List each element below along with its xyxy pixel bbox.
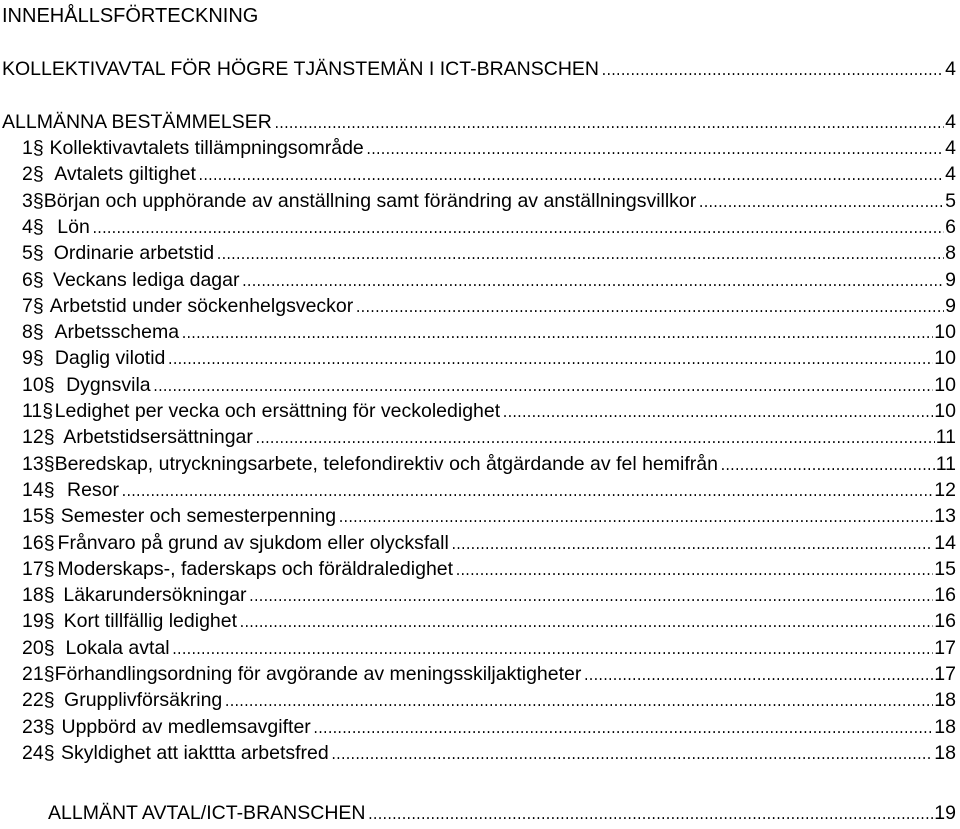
dot-leader (120, 479, 933, 506)
toc-entry[interactable] (22, 372, 956, 399)
toc-entry[interactable] (22, 635, 956, 662)
toc-page-number: 10 (934, 347, 956, 370)
dot-leader (697, 190, 944, 217)
toc-entry[interactable] (22, 477, 956, 504)
toc-page-number: 16 (934, 610, 956, 633)
toc-entry-number: 9 (22, 347, 33, 370)
toc-entry-title: Resor (67, 478, 120, 501)
toc-entry-title: Veckans lediga dagar (53, 268, 240, 291)
dot-leader (171, 637, 934, 664)
toc-page-number: 13 (934, 505, 956, 528)
toc-entry-number: 1 (22, 137, 33, 159)
toc-page-number: 9 (945, 294, 956, 317)
toc-entry-number: 14 (22, 478, 44, 501)
toc-section-title: ALLMÄNNA BESTÄMMELSER (2, 111, 272, 133)
toc-entry-title: Arbetsschema (54, 321, 180, 344)
dot-leader (582, 663, 933, 690)
toc-entry[interactable] (22, 345, 956, 372)
toc-page-number: 5 (945, 189, 956, 212)
toc-page-number: 4 (945, 163, 956, 186)
toc-entry-number: 10 (22, 373, 44, 396)
toc-page-number: 11 (935, 452, 956, 475)
toc-entry[interactable] (22, 687, 956, 714)
section-symbol-icon: § (43, 531, 55, 554)
section-symbol-icon: § (32, 347, 44, 370)
toc-heading: INNEHÅLLSFÖRTECKNING (2, 5, 259, 27)
toc-entry-title: Arbetstid under söckenhelgsveckor (49, 294, 354, 317)
toc-section-title: KOLLEKTIVAVTAL FÖR HÖGRE TJÄNSTEMÄN I ICT-BRANSCHEN (2, 58, 600, 80)
toc-entry-title: Avtalets giltighet (54, 163, 196, 186)
toc-entry-title: Frånvaro på grund av sjukdom eller olycksfall (57, 531, 449, 554)
toc-page-number: 10 (934, 400, 956, 422)
toc-entry-number: 2 (22, 163, 33, 186)
dot-leader (600, 58, 944, 85)
section-symbol-icon: § (32, 242, 44, 265)
section-symbol-icon: § (32, 268, 44, 291)
dot-leader (337, 505, 933, 532)
toc-entry-number: 12 (22, 426, 44, 449)
toc-entry[interactable] (22, 582, 956, 609)
toc-entry[interactable] (22, 503, 956, 530)
dot-leader (223, 689, 933, 716)
toc-page-number: 12 (934, 478, 956, 501)
toc-section[interactable] (48, 800, 956, 827)
toc-entry[interactable] (22, 714, 956, 741)
section-symbol-icon: § (43, 584, 55, 607)
dot-leader (238, 610, 933, 637)
section-symbol-icon: § (43, 426, 55, 449)
toc-entry-number: 4 (22, 215, 33, 238)
toc-page-number: 6 (945, 215, 956, 238)
toc-entry-number: 24 (22, 741, 44, 764)
toc-entry[interactable] (22, 214, 956, 241)
section-symbol-icon: § (42, 400, 54, 422)
section-symbol-icon: § (32, 189, 44, 212)
toc-page-number: 16 (934, 584, 956, 607)
toc-entry-number: 5 (22, 242, 33, 265)
toc-entry-number: 6 (22, 268, 33, 291)
toc-section-title: ALLMÄNT AVTAL/ICT-BRANSCHEN (48, 802, 366, 824)
toc-section[interactable] (2, 109, 956, 136)
toc-entry-number: 3 (22, 189, 33, 212)
section-symbol-icon: § (43, 663, 55, 685)
toc-entry-title: Ledighet per vecka och ersättning för veckoledighet (54, 400, 501, 422)
section-symbol-icon: § (32, 215, 44, 238)
toc-entry-title: Semester och semesterpenning (60, 505, 337, 528)
toc-entry[interactable] (22, 661, 956, 688)
section-symbol-icon: § (32, 163, 44, 186)
toc-entry[interactable] (22, 267, 956, 294)
dot-leader (367, 802, 934, 829)
toc-entry-title: Lön (57, 215, 90, 238)
toc-entry[interactable] (22, 530, 956, 557)
section-symbol-icon: § (43, 610, 55, 633)
toc-entry-number: 19 (22, 610, 44, 633)
section-symbol-icon: § (32, 294, 44, 317)
toc-entry-number: 13 (22, 452, 44, 475)
toc-entry[interactable] (22, 398, 956, 425)
toc-page-number: 15 (934, 557, 956, 580)
toc-entry[interactable] (22, 556, 956, 583)
section-symbol-icon: § (43, 505, 55, 528)
toc-entry[interactable] (22, 293, 956, 320)
section-symbol-icon: § (32, 321, 44, 344)
toc-entry[interactable] (22, 240, 956, 267)
toc-page-number: 18 (934, 715, 956, 738)
toc-entry[interactable] (22, 740, 956, 767)
toc-entry-number: 18 (22, 584, 44, 607)
toc-entry[interactable] (22, 424, 956, 451)
dot-leader (365, 137, 944, 164)
toc-entry-title: Skyldighet att iakttta arbetsfred (60, 741, 329, 764)
dot-leader (166, 347, 933, 374)
toc-page-number: 17 (934, 636, 956, 659)
toc-entry-number: 21 (22, 663, 44, 685)
dot-leader (91, 216, 944, 243)
toc-page-number: 18 (934, 689, 956, 712)
section-symbol-icon: § (43, 452, 55, 475)
section-symbol-icon: § (43, 557, 55, 580)
toc-entry-title: Kollektivavtalets tillämpningsområde (49, 137, 364, 159)
toc-page-number: 9 (945, 268, 956, 291)
toc-entry-number: 23 (22, 715, 44, 738)
toc-entry-title: Läkarundersökningar (63, 584, 247, 607)
toc-entry-title: Kort tillfällig ledighet (63, 610, 238, 633)
toc-entry-title: Arbetstidsersättningar (63, 426, 253, 449)
toc-page-number: 19 (934, 802, 956, 824)
toc-entry-title: Daglig vilotid (54, 347, 166, 370)
toc-entry-number: 8 (22, 321, 33, 344)
toc-page-number: 4 (945, 111, 956, 133)
toc-section[interactable] (2, 56, 956, 83)
toc-entry[interactable] (22, 161, 956, 188)
toc-entry-number: 7 (22, 294, 33, 317)
dot-leader (312, 716, 934, 743)
dot-leader (197, 163, 944, 190)
toc-entry-title: Beredskap, utryckningsarbete, telefondirektiv och åtgärdande av fel hemifrån (54, 452, 718, 475)
section-symbol-icon: § (43, 478, 55, 501)
toc-entry-title: Ordinarie arbetstid (53, 242, 215, 265)
toc-entry-number: 11 (22, 400, 43, 422)
toc-entry[interactable] (22, 135, 956, 162)
toc-entry-title: Grupplivförsäkring (64, 689, 223, 712)
toc-page-number: 10 (934, 373, 956, 396)
section-symbol-icon: § (43, 689, 55, 712)
toc-entry-title: Förhandlingsordning för avgörande av meningsskiljaktigheter (54, 663, 582, 685)
dot-leader (152, 374, 934, 401)
toc-page-number: 14 (934, 531, 956, 554)
dot-leader (719, 453, 935, 480)
toc-entry-title: Uppbörd av medlemsavgifter (61, 715, 311, 738)
toc-entry-number: 15 (22, 505, 44, 528)
toc-entry-number: 17 (22, 557, 44, 580)
toc-entry-title: Dygnsvila (66, 373, 151, 396)
dot-leader (215, 242, 944, 269)
toc-entry-number: 22 (22, 689, 44, 712)
toc-page-number: 4 (945, 137, 956, 159)
toc-entry[interactable] (22, 608, 956, 635)
toc-page-number: 4 (945, 58, 956, 80)
section-symbol-icon: § (43, 636, 55, 659)
dot-leader (240, 269, 944, 296)
section-symbol-icon: § (43, 373, 55, 396)
dot-leader (330, 742, 934, 769)
dot-leader (180, 321, 933, 348)
section-symbol-icon: § (43, 715, 55, 738)
section-symbol-icon: § (32, 137, 44, 159)
dot-leader (354, 295, 944, 322)
toc-entry[interactable] (22, 319, 956, 346)
dot-leader (454, 558, 933, 585)
toc-entry-title: Moderskaps-, faderskaps och föräldraledighet (57, 557, 454, 580)
dot-leader (254, 426, 935, 453)
toc-page-number: 18 (934, 741, 956, 764)
dot-leader (450, 532, 933, 559)
toc-page-number: 10 (934, 321, 956, 344)
dot-leader (273, 111, 944, 138)
dot-leader (501, 400, 933, 427)
toc-page-number: 17 (934, 663, 956, 685)
toc-entry[interactable] (22, 451, 956, 478)
dot-leader (248, 584, 934, 611)
section-symbol-icon: § (43, 741, 55, 764)
toc-entry-number: 20 (22, 636, 44, 659)
toc-page-number: 11 (935, 426, 956, 449)
toc-entry-number: 16 (22, 531, 44, 554)
toc-page-number: 8 (945, 242, 956, 265)
toc-entry-title: Början och upphörande av anställning samt förändring av anställningsvillkor (43, 189, 697, 212)
toc-entry[interactable] (22, 188, 956, 215)
toc-entry-title: Lokala avtal (65, 636, 170, 659)
